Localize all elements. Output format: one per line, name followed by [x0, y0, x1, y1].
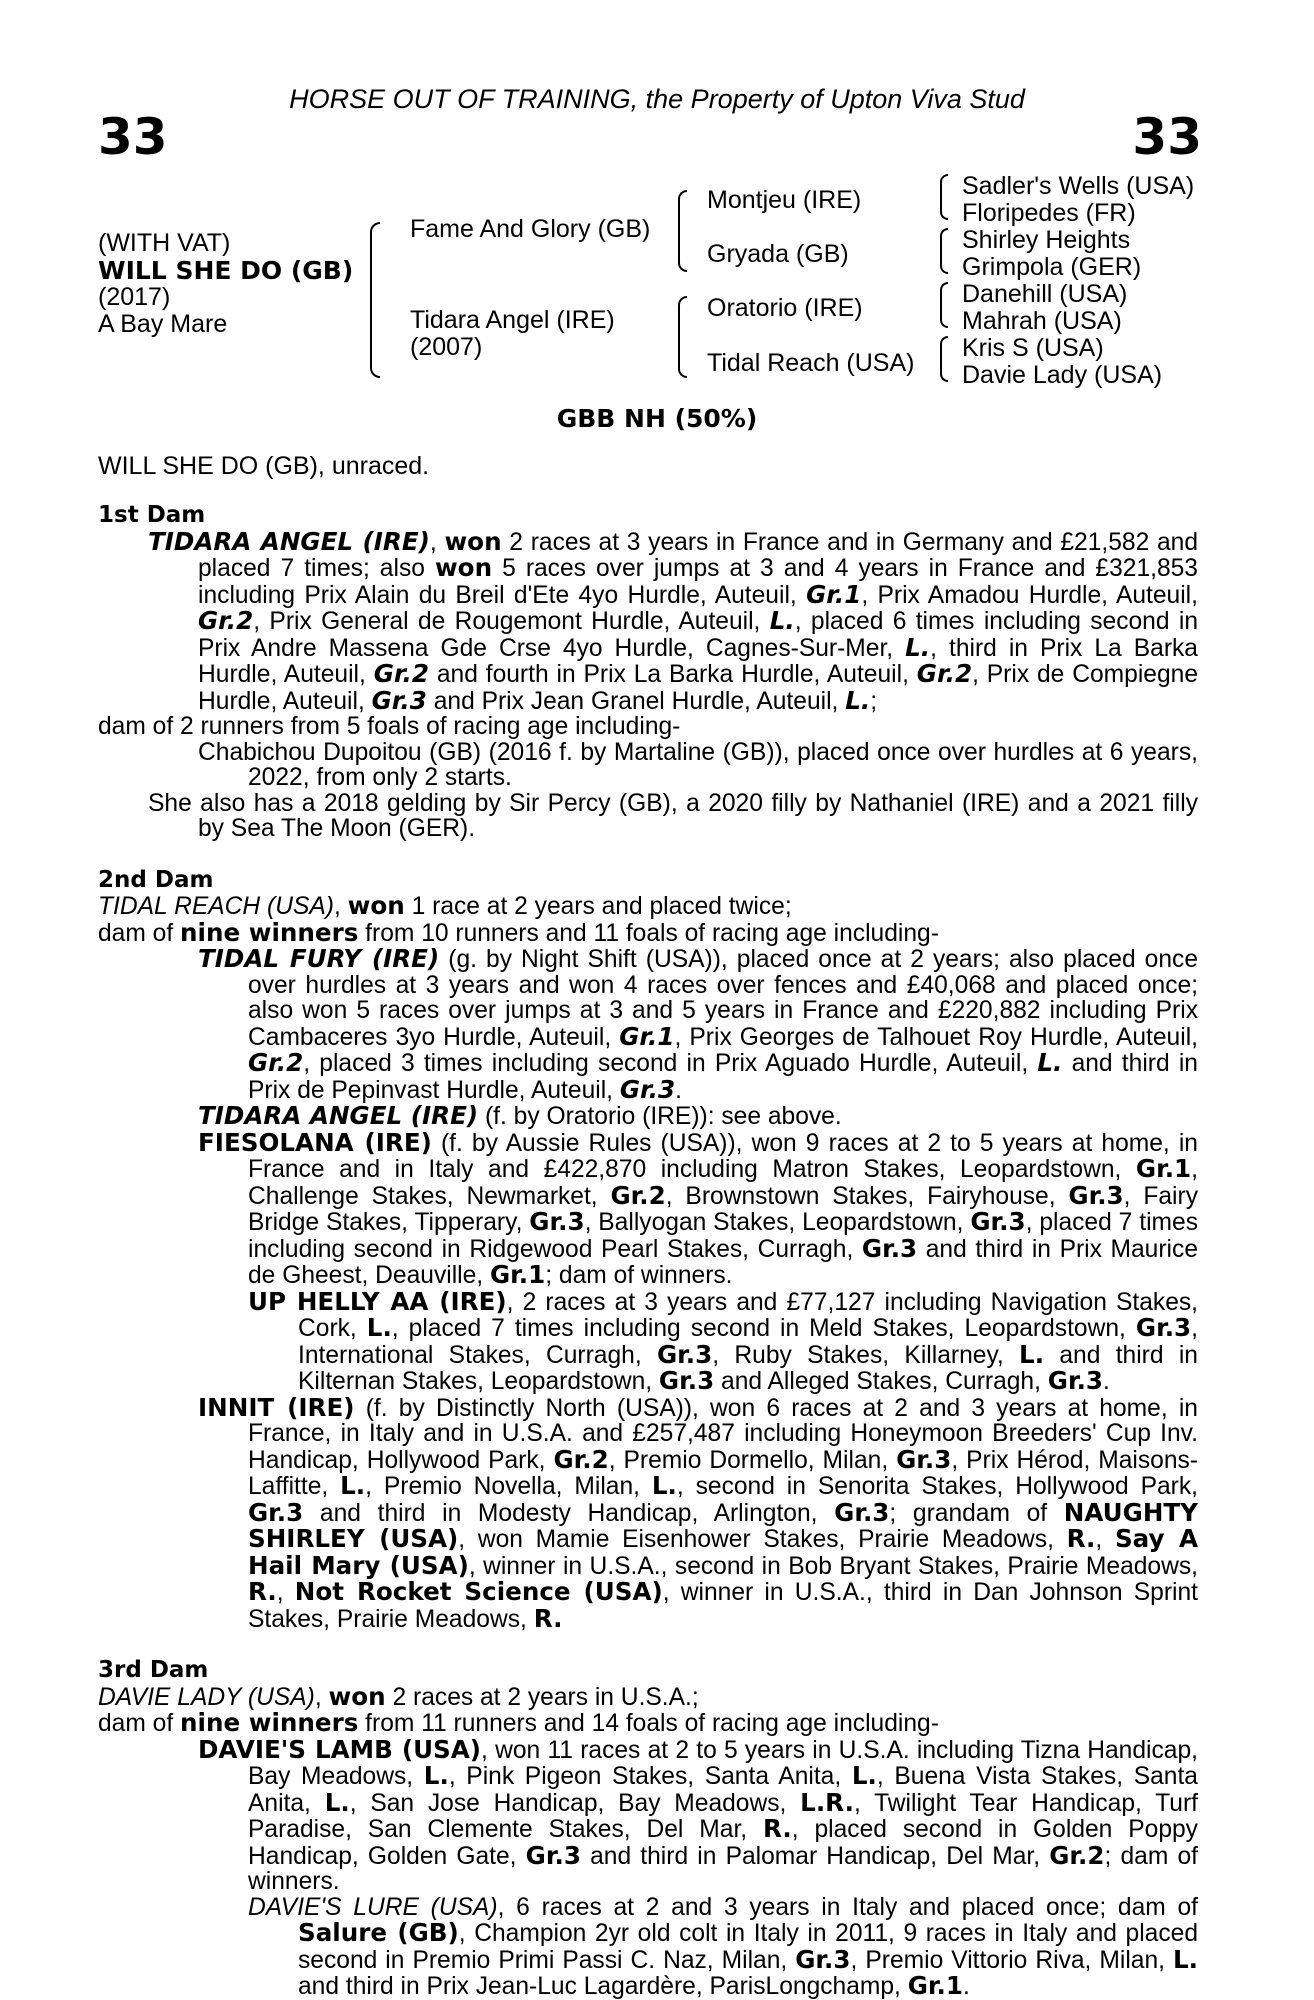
grandparent-7: Kris S (USA) [962, 334, 1104, 362]
produce-up-helly-aa: UP HELLY AA (IRE), 2 races at 3 years and £77,127 including Navigation Stakes, Cork, L., placed 7 times including second in Meld Stakes, Leopardstown, Gr.3, International Stakes, Curragh, Gr.3, Ruby Stakes, Killarney, L. and third in Kilternan Stakes, Leopardstown, Gr.3 and Alleged Stakes, Curragh, Gr.3. [248, 1286, 1199, 1395]
lot-number-left: 33 [98, 108, 168, 166]
sire: Fame And Glory (GB) [410, 215, 651, 243]
grandparent-1: Sadler's Wells (USA) [962, 172, 1195, 200]
section-heading-1st-dam: 1st Dam [98, 502, 206, 528]
dam-sire: Oratorio (IRE) [707, 294, 863, 322]
sire-dam: Gryada (GB) [707, 240, 849, 268]
gbb-label: GBB NH (50%) [556, 404, 758, 433]
pedigree-brace-g3 [940, 282, 948, 328]
pedigree-brace-g1 [940, 174, 948, 220]
dam: Tidara Angel (IRE) [410, 306, 615, 334]
second-dam-record: TIDAL REACH (USA), won 1 race at 2 years and placed twice; [98, 891, 792, 920]
pedigree-brace-sire [678, 190, 687, 272]
pedigree-brace-main [370, 222, 380, 378]
grandparent-5: Danehill (USA) [962, 280, 1128, 308]
pedigree-brace-g4 [940, 336, 948, 382]
horse-description: A Bay Mare [98, 310, 228, 338]
dam-details [98, 503, 1198, 2000]
grandparent-4: Grimpola (GER) [962, 253, 1142, 281]
second-dam-produce-summary: dam of nine winners from 10 runners and 11 foals of racing age including- [98, 917, 939, 947]
produce-fiesolana: FIESOLANA (IRE) (f. by Aussie Rules (USA)), won 9 races at 2 to 5 years at home, in France and in Italy and £422,870 including Matron Stakes, Leopardstown, Gr.1, Challenge Stakes, Newmarket, Gr.2, Brownstown Stakes, Fairyhouse, Gr.3, Fairy Bridge Stakes, Tipperary, Gr.3, Ballyogan Stakes, Leopardstown, Gr.3, placed 7 times including second in Ridgewood Pearl Stakes, Curragh, Gr.3 and third in Prix Maurice de Gheest, Deauville, Gr.1; dam of winners. [198, 1127, 1198, 1289]
intro-line: WILL SHE DO (GB), unraced. [98, 452, 430, 480]
produce-davies-lamb: DAVIE'S LAMB (USA), won 11 races at 2 to 5 years in U.S.A. including Tizna Handicap, Bay Meadows, L., Pink Pigeon Stakes, Santa Anita, L., Buena Vista Stakes, Santa Anita, L., San Jose Handicap, Bay Meadows, L.R., Twilight Tear Handicap, Turf Paradise, San Clemente Stakes, Del Mar, R., placed second in Golden Poppy Handicap, Golden Gate, Gr.3 and third in Palomar Handicap, Del Mar, Gr.2; dam of winners. [198, 1734, 1198, 1895]
produce-davies-lure: DAVIE'S LURE (USA), 6 races at 2 and 3 years in Italy and placed once; dam of Salure (GB), Champion 2yr old colt in Italy in 2011, 9 races in Italy and placed second in Premio Primi Passi C. Naz, Milan, Gr.3, Premio Vittorio Riva, Milan, L. and third in Prix Jean-Luc Lagardère, ParisLongchamp, Gr.1. [248, 1893, 1198, 2000]
produce-innit: INNIT (IRE) (f. by Distinctly North (USA)), won 6 races at 2 and 3 years at home, in France, in Italy and in U.S.A. and £257,487 including Honeymoon Breeders' Cup Inv. Handicap, Hollywood Park, Gr.2, Premio Dormello, Milan, Gr.3, Prix Hérod, Maisons-Laffitte, L., Premio Novella, Milan, L., second in Senorita Stakes, Hollywood Park, Gr.3 and third in Modesty Handicap, Arlington, Gr.3; grandam of NAUGHTY SHIRLEY (USA), won Mamie Eisenhower Stakes, Prairie Meadows, R., Say A Hail Mary (USA), winner in U.S.A., second in Bob Bryant Stakes, Prairie Meadows, R., Not Rocket Science (USA), winner in U.S.A., third in Dan Johnson Sprint Stakes, Prairie Meadows, R. [198, 1392, 1198, 1633]
section-heading-2nd-dam: 2nd Dam [98, 866, 214, 893]
first-dam-other-produce: She also has a 2018 gelding by Sir Percy (GB), a 2020 filly by Nathaniel (IRE) and a 2021 filly by Sea The Moon (GER). [148, 789, 1198, 842]
grandparent-3: Shirley Heights [962, 226, 1131, 254]
lot-number-right: 33 [1132, 108, 1202, 166]
grandparent-6: Mahrah (USA) [962, 307, 1122, 335]
horse-name: WILL SHE DO (GB) [98, 256, 354, 285]
first-dam-produce-summary: dam of 2 runners from 5 foals of racing age including- [98, 713, 681, 740]
section-heading-3rd-dam: 3rd Dam [98, 1657, 209, 1683]
first-dam-record: TIDARA ANGEL (IRE), won 2 races at 3 years in France and in Germany and £21,582 and placed 7 times; also won 5 races over jumps at 3 and 4 years in France and £321,853 including Prix Alain du Breil d'Ete 4yo Hurdle, Auteuil, Gr.1, Prix Amadou Hurdle, Auteuil, Gr.2, Prix General de Rougemont Hurdle, Auteuil, L., placed 6 times including second in Prix Andre Massena Gde Crse 4yo Hurdle, Cagnes-Sur-Mer, L., third in Prix La Barka Hurdle, Auteuil, Gr.2 and fourth in Prix La Barka Hurdle, Auteuil, Gr.2, Prix de Compiegne Hurdle, Auteuil, Gr.3 and Prix Jean Granel Hurdle, Auteuil, L.; [148, 526, 1198, 715]
grandparent-2: Floripedes (FR) [962, 199, 1136, 227]
pedigree-brace-g2 [940, 228, 948, 274]
third-dam-record: DAVIE LADY (USA), won 2 races at 2 years in U.S.A.; [98, 1681, 699, 1711]
produce-tidara-angel: TIDARA ANGEL (IRE) (f. by Oratorio (IRE)): see above. [198, 1101, 842, 1130]
dam-year: (2007) [410, 333, 483, 361]
vat-label: (WITH VAT) [98, 229, 231, 257]
pedigree-brace-dam [678, 296, 687, 378]
third-dam-produce-summary: dam of nine winners from 11 runners and 14 foals of racing age including- [98, 1708, 939, 1737]
horse-year: (2017) [98, 283, 171, 311]
dam-dam: Tidal Reach (USA) [707, 349, 915, 377]
produce-tidal-fury: TIDAL FURY (IRE) (g. by Night Shift (USA)), placed once at 2 years; also placed once over hurdles at 3 years and won 4 races over fences and £40,068 and placed once; also won 5 races over jumps at 3 and 5 years in France and £220,882 including Prix Cambaceres 3yo Hurdle, Auteuil, Gr.1, Prix Georges de Talhouet Roy Hurdle, Auteuil, Gr.2, placed 3 times including second in Prix Aguado Hurdle, Auteuil, L. and third in Prix de Pepinvast Hurdle, Auteuil, Gr.3. [198, 944, 1198, 1104]
page-header: HORSE OUT OF TRAINING, the Property of Upton Viva Stud [289, 84, 1025, 114]
sire-sire: Montjeu (IRE) [707, 186, 862, 214]
grandparent-8: Davie Lady (USA) [962, 361, 1163, 389]
produce-chabichou: Chabichou Dupoitou (GB) (2016 f. by Martaline (GB)), placed once over hurdles at 6 years, 2022, from only 2 starts. [198, 738, 1198, 791]
